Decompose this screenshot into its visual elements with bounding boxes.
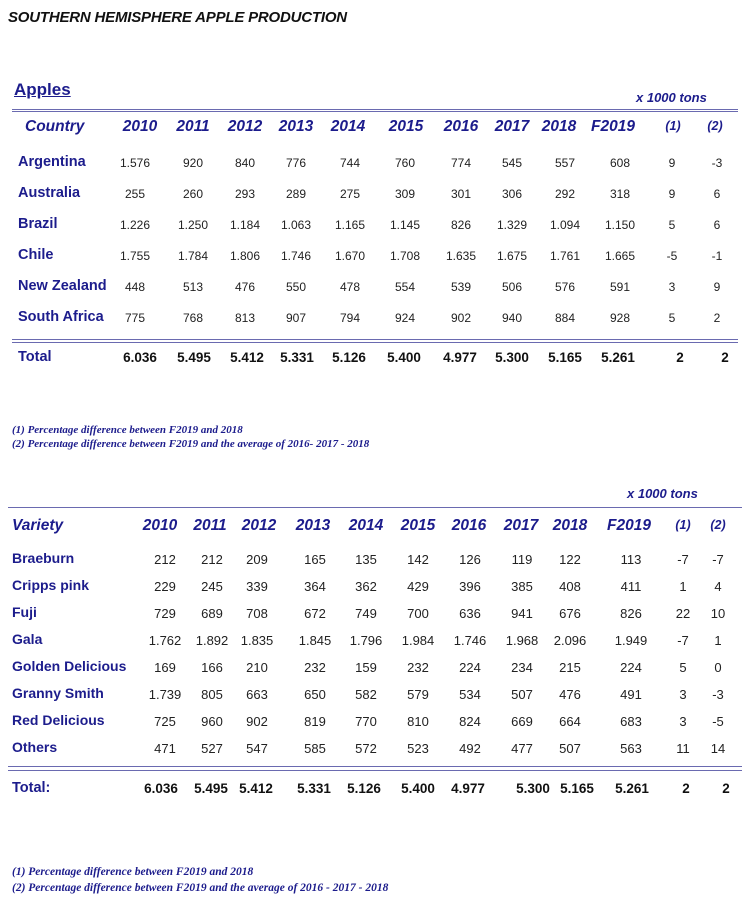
row-label: New Zealand <box>18 278 107 294</box>
table-cell: 5 <box>668 311 676 325</box>
table-cell: 1.708 <box>389 249 421 263</box>
footnote-1: (1) Percentage difference between F2019 and 2018 <box>12 424 243 436</box>
table-cell: 810 <box>407 714 429 729</box>
table-cell: 819 <box>304 714 326 729</box>
table-cell: 534 <box>459 687 481 702</box>
table-cell: 5 <box>668 218 676 232</box>
units-label-2: x 1000 tons <box>627 486 698 501</box>
table-cell: 169 <box>154 660 176 675</box>
table-cell: 585 <box>304 741 326 756</box>
table-cell: 289 <box>285 187 307 201</box>
total-cell: 5.126 <box>332 350 366 365</box>
table-cell: 408 <box>559 579 581 594</box>
total-cell: 2 <box>722 781 730 796</box>
row-label: Australia <box>18 185 81 201</box>
table-cell: 209 <box>246 552 268 567</box>
table-cell: 1.892 <box>195 633 229 648</box>
table-cell: -5 <box>666 249 678 263</box>
total-cell: 5.412 <box>239 781 273 796</box>
header-cell: F2019 <box>591 118 635 135</box>
table-cell: 557 <box>554 156 576 170</box>
table-cell: 1.755 <box>119 249 151 263</box>
table-cell: 1.762 <box>148 633 182 648</box>
table-cell: 902 <box>246 714 268 729</box>
table-cell: 572 <box>355 741 377 756</box>
table-cell: 708 <box>246 606 268 621</box>
table-cell: 523 <box>407 741 429 756</box>
footnote-2-1: (1) Percentage difference between F2019 and 2018 <box>12 866 254 878</box>
row-label: South Africa <box>18 309 104 325</box>
table-cell: 215 <box>559 660 581 675</box>
table-cell: 301 <box>450 187 472 201</box>
row-label: Brazil <box>18 216 58 232</box>
table-cell: 582 <box>355 687 377 702</box>
table-cell: 22 <box>675 606 691 621</box>
table-cell: 507 <box>559 741 581 756</box>
header-cell: 2018 <box>552 517 588 534</box>
header-cell: 2010 <box>122 118 158 135</box>
total-cell: 5.261 <box>601 350 635 365</box>
header-cell: 2015 <box>400 517 436 534</box>
table-cell: 725 <box>154 714 176 729</box>
total-cell: 2 <box>682 781 690 796</box>
row-label: Chile <box>18 247 54 263</box>
table-cell: 683 <box>620 714 642 729</box>
table-cell: 676 <box>559 606 581 621</box>
header-label: Country <box>25 118 85 135</box>
table-cell: 1 <box>679 579 687 594</box>
table-cell: 554 <box>394 280 416 294</box>
table-cell: 4 <box>714 579 722 594</box>
header-cell: 2012 <box>241 517 277 534</box>
table-cell: 11 <box>676 741 690 756</box>
table-cell: 339 <box>246 579 268 594</box>
total-rule <box>12 339 738 340</box>
table-cell: 234 <box>511 660 533 675</box>
header-rule-top <box>12 109 738 110</box>
header-cell: 2012 <box>227 118 263 135</box>
table-cell: 14 <box>710 741 726 756</box>
table-cell: 476 <box>559 687 581 702</box>
table-cell: 3 <box>668 280 676 294</box>
total-label: Total: <box>12 780 51 796</box>
header-cell: 2017 <box>503 517 539 534</box>
table-cell: 608 <box>609 156 631 170</box>
row-label: Argentina <box>18 154 86 170</box>
table-cell: 545 <box>501 156 523 170</box>
header-label: Variety <box>12 517 64 534</box>
row-label: Braeburn <box>12 550 75 566</box>
table-cell: 9 <box>668 156 676 170</box>
header-cell: 2018 <box>541 118 577 135</box>
table-cell: 650 <box>304 687 326 702</box>
table-cell: 275 <box>339 187 361 201</box>
table-cell: 6 <box>713 218 721 232</box>
table-cell: 1.796 <box>349 633 383 648</box>
table-cell: 669 <box>511 714 533 729</box>
table-cell: 1.250 <box>177 218 209 232</box>
total-cell: 2 <box>676 350 684 365</box>
table-cell: 492 <box>459 741 481 756</box>
header-cell: (2) <box>707 119 723 133</box>
table-cell: 1.675 <box>496 249 528 263</box>
table-cell: 744 <box>339 156 361 170</box>
table-cell: 2.096 <box>553 633 587 648</box>
table-cell: 1.761 <box>549 249 581 263</box>
table-cell: 9 <box>713 280 721 294</box>
table-cell: 550 <box>285 280 307 294</box>
row-label: Others <box>12 739 58 755</box>
table-cell: 165 <box>304 552 326 567</box>
table-cell: 126 <box>459 552 481 567</box>
table-cell: 210 <box>246 660 268 675</box>
header-cell: (1) <box>675 518 691 532</box>
total-cell: 5.261 <box>615 781 649 796</box>
table-cell: 411 <box>620 579 642 594</box>
table-cell: 1 <box>714 633 722 648</box>
header-cell: 2014 <box>348 517 384 534</box>
table-cell: 142 <box>407 552 429 567</box>
total-cell: 5.400 <box>387 350 421 365</box>
table-cell: 928 <box>609 311 631 325</box>
table-cell: 1.145 <box>389 218 421 232</box>
table-cell: 232 <box>407 660 429 675</box>
table-cell: 1.845 <box>298 633 332 648</box>
table-cell: 385 <box>511 579 533 594</box>
total-cell: 5.495 <box>194 781 228 796</box>
header-cell: 2010 <box>142 517 178 534</box>
table-cell: 1.670 <box>334 249 366 263</box>
header-cell: 2014 <box>330 118 366 135</box>
table-cell: 760 <box>394 156 416 170</box>
table-cell: 1.165 <box>334 218 366 232</box>
table-cell: 775 <box>124 311 146 325</box>
header-cell: 2011 <box>193 517 227 534</box>
header-cell: 2013 <box>295 517 331 534</box>
table-cell: 0 <box>714 660 722 675</box>
units-label: x 1000 tons <box>636 90 707 105</box>
table-cell: 318 <box>609 187 631 201</box>
table-cell: 940 <box>501 311 523 325</box>
table-cell: 476 <box>234 280 256 294</box>
table-cell: 664 <box>559 714 581 729</box>
section-title-apples: Apples <box>14 80 71 99</box>
header-cell: 2017 <box>494 118 530 135</box>
table-cell: 1.784 <box>177 249 209 263</box>
table-cell: 9 <box>668 187 676 201</box>
table-cell: 672 <box>304 606 326 621</box>
table-cell: 941 <box>511 606 533 621</box>
table-cell: 960 <box>201 714 223 729</box>
table-cell: 429 <box>407 579 429 594</box>
header-cell: 2013 <box>278 118 314 135</box>
table-cell: 826 <box>620 606 642 621</box>
total-cell: 2 <box>721 350 729 365</box>
table-cell: 309 <box>394 187 416 201</box>
table-cell: 113 <box>620 552 642 567</box>
total-cell: 6.036 <box>123 350 157 365</box>
table-cell: -7 <box>677 552 689 567</box>
table-cell: 1.835 <box>240 633 274 648</box>
header-cell: (1) <box>665 119 681 133</box>
table-cell: -7 <box>677 633 689 648</box>
table-cell: 229 <box>154 579 176 594</box>
table-cell: 1.329 <box>496 218 528 232</box>
table-cell: 224 <box>459 660 481 675</box>
header-cell: 2011 <box>176 118 210 135</box>
row-label: Golden Delicious <box>12 658 127 674</box>
header-cell: (2) <box>710 518 726 532</box>
table-cell: 884 <box>554 311 576 325</box>
table-cell: -7 <box>712 552 724 567</box>
table-cell: 224 <box>620 660 642 675</box>
header-rule-top-2 <box>12 111 738 112</box>
table-cell: 513 <box>182 280 204 294</box>
table-cell: 6 <box>713 187 721 201</box>
table-cell: 805 <box>201 687 223 702</box>
table-cell: 729 <box>154 606 176 621</box>
table-cell: 1.094 <box>549 218 581 232</box>
table-cell: 491 <box>620 687 642 702</box>
table-cell: 1.968 <box>505 633 539 648</box>
table-cell: 293 <box>234 187 256 201</box>
table-cell: 362 <box>355 579 377 594</box>
table-cell: -3 <box>712 687 724 702</box>
table-cell: 563 <box>620 741 642 756</box>
table-cell: 10 <box>710 606 726 621</box>
table-cell: 292 <box>554 187 576 201</box>
table-cell: 135 <box>355 552 377 567</box>
table-cell: 547 <box>246 741 268 756</box>
table-cell: 5 <box>679 660 687 675</box>
table-cell: 478 <box>339 280 361 294</box>
table-cell: 1.635 <box>445 249 477 263</box>
table-cell: 840 <box>234 156 256 170</box>
total-cell: 4.977 <box>443 350 477 365</box>
table-cell: 119 <box>511 552 533 567</box>
total-cell: 5.412 <box>230 350 264 365</box>
table-cell: 260 <box>182 187 204 201</box>
page-title: SOUTHERN HEMISPHERE APPLE PRODUCTION <box>8 9 347 26</box>
table-cell: -3 <box>711 156 723 170</box>
table-cell: 364 <box>304 579 326 594</box>
table-cell: 776 <box>285 156 307 170</box>
total-cell: 5.331 <box>280 350 314 365</box>
table-cell: 591 <box>609 280 631 294</box>
total2-rule-2 <box>8 770 742 771</box>
table-cell: 506 <box>501 280 523 294</box>
row-label: Cripps pink <box>12 577 90 593</box>
header-cell: 2015 <box>388 118 424 135</box>
table-cell: 576 <box>554 280 576 294</box>
table-cell: 824 <box>459 714 481 729</box>
header2-rule-top <box>8 507 742 508</box>
table-cell: 3 <box>679 687 687 702</box>
table-cell: 471 <box>154 741 176 756</box>
table-cell: -1 <box>711 249 723 263</box>
total-cell: 6.036 <box>144 781 178 796</box>
table-cell: 1.949 <box>614 633 648 648</box>
table-cell: 1.576 <box>119 156 151 170</box>
table-cell: 1.184 <box>229 218 261 232</box>
total-cell: 5.165 <box>548 350 582 365</box>
table-cell: 902 <box>450 311 472 325</box>
row-label: Gala <box>12 631 43 647</box>
footnote-2: (2) Percentage difference between F2019 and the average of 2016- 2017 - 2018 <box>12 438 370 450</box>
total-cell: 5.300 <box>516 781 550 796</box>
table-cell: 1.984 <box>401 633 435 648</box>
table-cell: 1.063 <box>280 218 312 232</box>
table-cell: 507 <box>511 687 533 702</box>
table-cell: 636 <box>459 606 481 621</box>
table-cell: 770 <box>355 714 377 729</box>
table-cell: 826 <box>450 218 472 232</box>
row-label: Granny Smith <box>12 685 104 701</box>
table-cell: 749 <box>355 606 377 621</box>
table-cell: 166 <box>201 660 223 675</box>
total-cell: 5.331 <box>297 781 331 796</box>
table-cell: 2 <box>713 311 721 325</box>
table-cell: 396 <box>459 579 481 594</box>
table-cell: 3 <box>679 714 687 729</box>
table-cell: 1.746 <box>453 633 487 648</box>
table-cell: 1.226 <box>119 218 151 232</box>
table-cell: -5 <box>712 714 724 729</box>
total2-rule <box>8 766 742 767</box>
total-cell: 4.977 <box>451 781 485 796</box>
table-cell: 448 <box>124 280 146 294</box>
table-cell: 1.665 <box>604 249 636 263</box>
total-cell: 5.165 <box>560 781 594 796</box>
table-cell: 245 <box>201 579 223 594</box>
total-cell: 5.126 <box>347 781 381 796</box>
header-cell: 2016 <box>443 118 479 135</box>
total-cell: 5.400 <box>401 781 435 796</box>
table-cell: 255 <box>124 187 146 201</box>
table-cell: 212 <box>154 552 176 567</box>
table-cell: 689 <box>201 606 223 621</box>
table-cell: 212 <box>201 552 223 567</box>
table-cell: 1.739 <box>148 687 182 702</box>
table-cell: 477 <box>511 741 533 756</box>
table-cell: 907 <box>285 311 307 325</box>
table-cell: 1.150 <box>604 218 636 232</box>
table-cell: 794 <box>339 311 361 325</box>
table-cell: 122 <box>559 552 581 567</box>
table-cell: 159 <box>355 660 377 675</box>
table-cell: 232 <box>304 660 326 675</box>
table-cell: 924 <box>394 311 416 325</box>
table-cell: 774 <box>450 156 472 170</box>
table-cell: 539 <box>450 280 472 294</box>
total-rule-2 <box>12 342 738 343</box>
table-cell: 813 <box>234 311 256 325</box>
table-cell: 663 <box>246 687 268 702</box>
table-cell: 1.806 <box>229 249 261 263</box>
table-cell: 527 <box>201 741 223 756</box>
total-cell: 5.495 <box>177 350 211 365</box>
table-cell: 579 <box>407 687 429 702</box>
table-cell: 1.746 <box>280 249 312 263</box>
row-label: Fuji <box>12 604 37 620</box>
table-cell: 700 <box>407 606 429 621</box>
footnote-2-2: (2) Percentage difference between F2019 and the average of 2016 - 2017 - 2018 <box>12 882 389 894</box>
row-label: Red Delicious <box>12 712 105 728</box>
table-cell: 920 <box>182 156 204 170</box>
total-cell: 5.300 <box>495 350 529 365</box>
total-label: Total <box>18 349 52 365</box>
header-cell: 2016 <box>451 517 487 534</box>
table-cell: 306 <box>501 187 523 201</box>
table-cell: 768 <box>182 311 204 325</box>
header-cell: F2019 <box>607 517 651 534</box>
